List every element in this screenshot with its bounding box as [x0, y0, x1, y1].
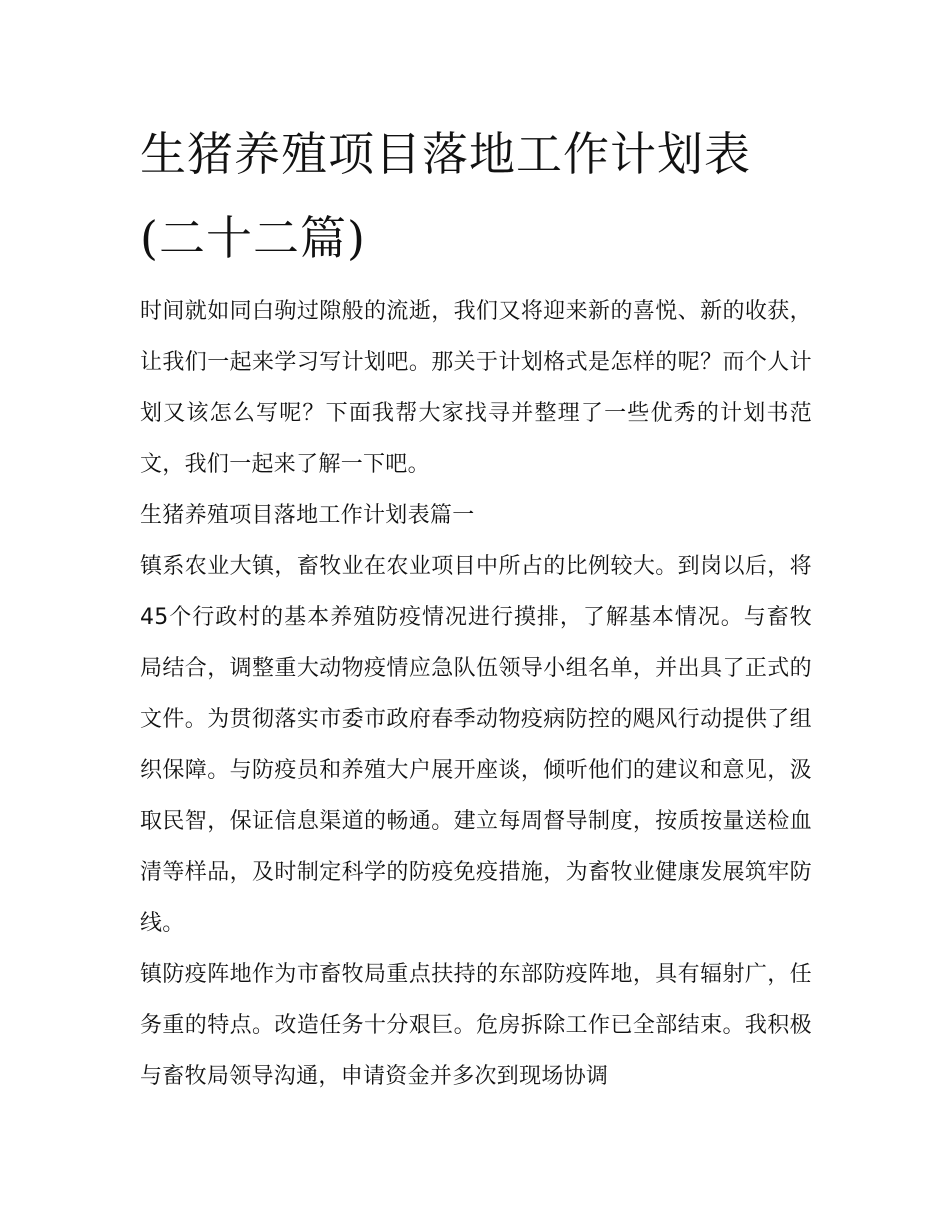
intro-paragraph: 时间就如同白驹过隙般的流逝，我们又将迎来新的喜悦、新的收获，让我们一起来学习写计划吧。那关于计划格式是怎样的呢？而个人计划又该怎么写呢？下面我帮大家找寻并整理了一些优秀的计划书范文，我们一起来了解一下吧。: [140, 299, 812, 477]
body-paragraph-1: 镇系农业大镇，畜牧业在农业项目中所占的比例较大。到岗以后，将45个行政村的基本养殖防疫情况进行摸排，了解基本情况。与畜牧局结合，调整重大动物疫情应急队伍领导小组名单，并出具了正式的文件。为贯彻落实市委市政府春季动物疫病防控的飓风行动提供了组织保障。与防疫员和养殖大户展开座谈，倾听他们的建议和意见，汲取民智，保证信息渠道的畅通。建立每周督导制度，按质按量送检血清等样品，及时制定科学的防疫免疫措施，为畜牧业健康发展筑牢防线。: [140, 554, 812, 936]
section-heading: 生猪养殖项目落地工作计划表篇一: [140, 503, 475, 528]
document-title: 生猪养殖项目落地工作计划表(二十二篇): [140, 127, 751, 265]
document-body: [140, 112, 812, 1102]
body-paragraph-2: 镇防疫阵地作为市畜牧局重点扶持的东部防疫阵地，具有辐射广，任务重的特点。改造任务十分艰巨。危房拆除工作已全部结束。我积极与畜牧局领导沟通，申请资金并多次到现场协调: [140, 962, 812, 1089]
